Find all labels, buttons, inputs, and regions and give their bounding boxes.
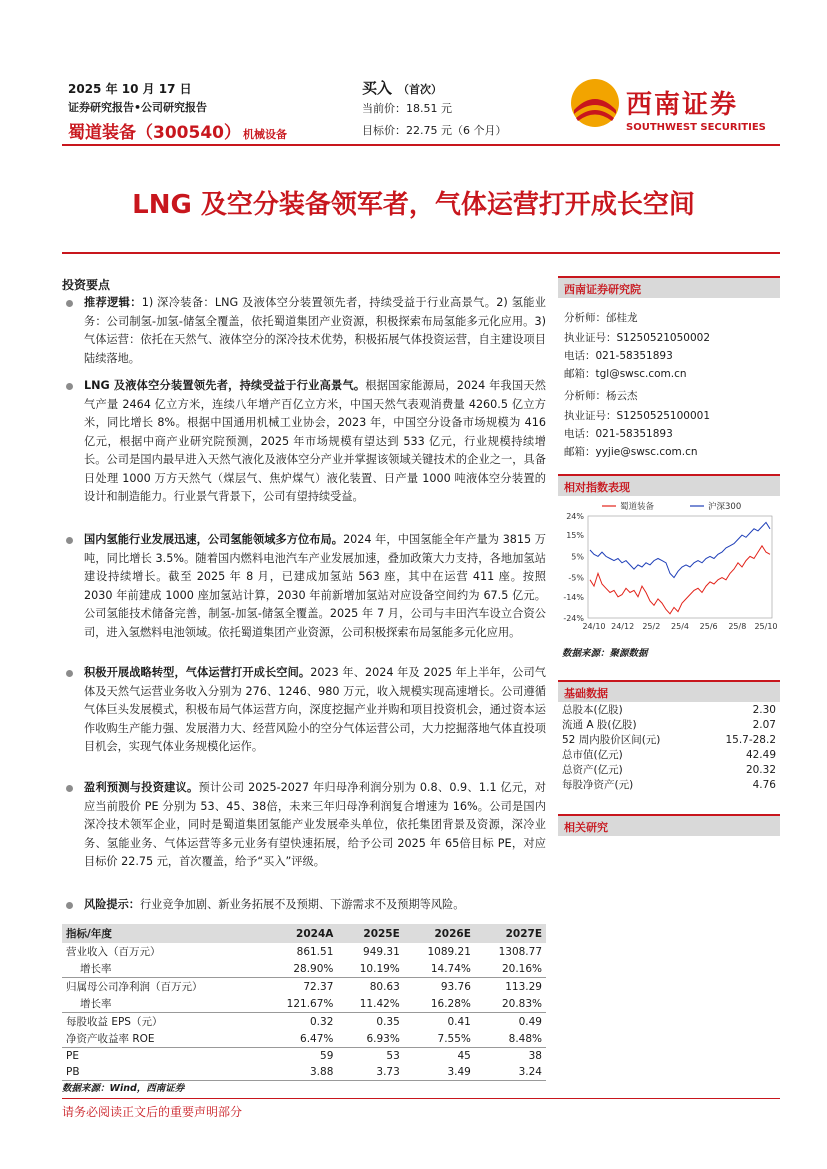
table-row	[562, 702, 776, 717]
table-row	[562, 732, 776, 747]
table-cell: 3.24	[475, 1064, 546, 1081]
table-cell: PE	[66, 1050, 79, 1062]
table-cell: 增长率	[62, 995, 262, 1013]
analyst-email[interactable]: 邮箱：yyjie@swsc.com.cn	[564, 446, 698, 458]
table-cell: 营业收入（百万元）	[66, 946, 161, 958]
table-source: 数据来源：Wind，西南证券	[62, 1083, 185, 1094]
point-lead: 盈利预测与投资建议。	[84, 781, 199, 794]
institute-header	[558, 276, 780, 298]
industry-label: 机械设备	[242, 128, 287, 141]
table-cell: 0.35	[376, 1015, 400, 1028]
table-cell: 0.41	[447, 1015, 471, 1028]
point-risk	[84, 896, 546, 915]
table-header-row	[62, 924, 546, 943]
table-row	[562, 762, 776, 777]
table-row	[62, 995, 546, 1013]
point-body: 行业竞争加剧、新业务拓展不及预期、下游需求不及预期等风险。	[139, 898, 465, 911]
table-cell: 6.47%	[262, 1030, 338, 1048]
point-lead: 国内氢能行业发展迅速，公司氢能领域多方位布局。	[84, 533, 344, 546]
table-cell: 20.16%	[475, 960, 546, 978]
basic-data-table	[562, 702, 776, 792]
table-cell: 总市值(亿元)	[562, 749, 623, 761]
table-cell: 38	[528, 1050, 542, 1062]
bullet-icon	[66, 537, 73, 544]
point-body: 2023 年、2024 年及 2025 年上半年，公司气体及天然气运营业务收入分别为 276、1246、980 万元，收入规模实现高速增长。公司遵循气体巨头发展模式，积极布局气体运营方向，深度挖掘产业并购和项目投资机会，通过资本运作收购生产能力强、发展潜力大、经营风险小的空分气体运营公司，大力挖掘落地气体直投项目机会，实现气体业务规模化运作。	[84, 666, 546, 753]
table-cell: 0.49	[518, 1015, 542, 1028]
table-cell: 52 周内股价区间(元)	[562, 734, 661, 746]
series-line-stock	[590, 546, 770, 614]
table-row	[62, 978, 546, 996]
point-body: 1) 深冷装备：LNG 及液体空分装置领先者，持续受益于行业高景气。2) 氢能业务：公司制氢-加氢-储氢全覆盖，依托蜀道集团产业资源，积极探索布局氢能多元化应用。3) 气体运营：依托在天然气、液体空分的深冷技术优势，积极拓展气体投资运营，自主建设项目陆续落地。	[84, 296, 546, 365]
table-cell: 6.93%	[337, 1030, 403, 1048]
point-lead: LNG 及液体空分装置领先者，持续受益于行业高景气。	[84, 379, 366, 392]
point-lead: 风险提示：	[84, 898, 140, 911]
point-body: 2024 年，中国氢能全年产量为 3815 万吨，同比增长 3.5%。随着国内燃料电池汽车产业发展加速，叠加政策大力支持，各地加氢站建设持续增长。截至 2025 年 8 月，已建成加氢站 563 座，其中在运营 411 座。按照 2030 年前建成 1000 座加氢站计算，2030 年前新增加氢站对应设备空间约为 67.5 亿元。公司氢能技术储备完善，制氢-加氢-储氢全覆盖。2025 年 7 月，公司与丰田汽车设立合资公司，进入氢燃料电池领域。依托蜀道集团产业资源，公司积极探索布局氢能多元化应用。	[84, 533, 546, 639]
series-line-index	[590, 522, 770, 577]
chart-source: 数据来源：聚源数据	[562, 648, 648, 659]
x-tick-label: 24/10	[582, 622, 606, 631]
table-cell: 2.07	[752, 718, 776, 731]
logo-icon	[570, 78, 620, 128]
table-cell: 14.74%	[404, 960, 475, 978]
basic-data-header	[558, 680, 780, 702]
table-cell: 总资产(亿元)	[562, 764, 623, 776]
table-cell: 流通 A 股(亿股)	[562, 719, 637, 731]
x-tick-label: 25/6	[699, 622, 718, 631]
table-cell: 3.49	[404, 1064, 475, 1081]
analyst-license: 执业证号：S1250521050002	[564, 332, 711, 344]
x-tick-label: 25/10	[754, 622, 778, 631]
table-cell: 15.7-28.2	[725, 733, 776, 746]
header-divider	[62, 144, 780, 146]
table-row	[62, 960, 546, 978]
relative-index-chart	[558, 496, 780, 642]
table-cell: 每股收益 EPS（元）	[66, 1016, 163, 1028]
table-cell: 949.31	[363, 945, 400, 958]
legend-label: 蜀道装备	[620, 502, 655, 512]
table-cell: 28.90%	[262, 960, 338, 978]
table-cell: 45	[457, 1050, 471, 1062]
table-cell: 80.63	[369, 980, 400, 993]
table-cell: 3.73	[337, 1064, 403, 1081]
bullet-icon	[66, 383, 73, 390]
table-cell: 2.30	[752, 703, 776, 716]
point-lng	[84, 377, 546, 507]
table-cell: 归属母公司净利润（百万元）	[66, 981, 203, 993]
table-row	[62, 1064, 546, 1081]
table-cell: 1308.77	[498, 945, 542, 958]
stock-name	[68, 118, 287, 143]
table-cell: 1089.21	[427, 945, 471, 958]
table-header-cell: 2026E	[404, 924, 475, 943]
analyst-phone: 电话：021-58351893	[564, 350, 673, 362]
table-cell: 20.83%	[475, 995, 546, 1013]
bullet-icon	[66, 300, 73, 307]
table-cell: 每股净资产(元)	[562, 779, 634, 791]
table-row	[562, 777, 776, 792]
table-cell: 93.76	[440, 980, 471, 993]
analyst-license: 执业证号：S1250525100001	[564, 410, 711, 422]
logo-text-en: SOUTHWEST SECURITIES	[626, 122, 766, 133]
table-cell: 53	[386, 1050, 400, 1062]
relative-index-title: 相对指数表现	[564, 481, 630, 494]
footer-disclaimer: 请务必阅读正文后的重要声明部分	[62, 1105, 243, 1119]
x-tick-label: 25/4	[671, 622, 689, 631]
table-cell: 10.19%	[337, 960, 403, 978]
table-header-cell: 指标/年度	[62, 924, 262, 943]
institute-title: 西南证券研究院	[564, 283, 641, 296]
section-heading: 投资要点	[62, 278, 111, 292]
point-lead: 推荐逻辑：	[84, 296, 142, 309]
y-tick-label: -14%	[563, 592, 584, 602]
point-logic	[84, 294, 546, 368]
table-header-cell: 2027E	[475, 924, 546, 943]
footer-divider	[62, 1098, 780, 1099]
point-forecast	[84, 779, 546, 872]
y-tick-label: 15%	[566, 531, 584, 541]
related-research-header	[558, 814, 780, 836]
x-tick-label: 25/2	[642, 622, 661, 631]
table-cell: 20.32	[745, 763, 776, 776]
logo-text: 西南证券	[626, 90, 739, 120]
table-cell: 16.28%	[404, 995, 475, 1013]
relative-index-header	[558, 474, 780, 496]
stock-code: 蜀道装备（300540）	[68, 123, 241, 143]
y-tick-label: -24%	[563, 614, 584, 623]
table-cell: 113.29	[505, 980, 542, 993]
rating	[362, 77, 442, 98]
y-tick-label: 5%	[571, 552, 584, 562]
title-divider	[62, 252, 780, 254]
analyst-name: 分析师：杨云杰	[564, 390, 638, 402]
table-cell: 0.32	[310, 1015, 334, 1028]
analyst-name: 分析师：邰桂龙	[564, 312, 638, 324]
table-row	[562, 717, 776, 732]
table-row	[62, 1030, 546, 1048]
table-row	[62, 1013, 546, 1031]
report-date: 2025 年 10 月 17 日	[68, 82, 192, 96]
table-cell: 总股本(亿股)	[562, 704, 623, 716]
legend-label: 沪深300	[708, 502, 742, 512]
analyst-email[interactable]: 邮箱：tgl@swsc.com.cn	[564, 368, 687, 380]
bullet-icon	[66, 902, 73, 909]
bullet-icon	[66, 670, 73, 677]
point-body: 根据国家能源局，2024 年我国天然气产量 2464 亿立方米，连续八年增产百亿立方米，中国天然气表观消费量 4260.5 亿立方米，同比增长 8%。根据中国通用机械工业协会，2023 年，中国空分设备市场规模为 416 亿元，根据中商产业研究院预测，2025 年市场规模有望达到 533 亿元，行业规模持续增长。公司是国内最早进入天然气液化及液体空分产业并掌握该领域关键技术的企业之一，具备日处理 1000 万方天然气（煤层气、焦炉煤气）液化装置、日产量 1000 吨液体空分装置的设计和制造能力。行业景气背景下，公司有望持续受益。	[84, 379, 546, 503]
plot-frame	[588, 516, 772, 618]
y-tick-label: 24%	[566, 512, 584, 521]
table-cell: 3.88	[262, 1064, 338, 1081]
point-body: 预计公司 2025-2027 年归母净利润分别为 0.8、0.9、1.1 亿元，对应当前股价 PE 分别为 53、45、38倍，未来三年归母净利润复合增速为 16%。公司是国内深冷技术领军企业，同时是蜀道集团氢能产业发展牵头单位，依托集团背景及资源，深冷业务、氢能业务、气体运营等多元业务有望快速拓展，给予公司 2025 年 65倍目标 PE，对应目标价 22.75 元，首次覆盖，给予“买入”评级。	[84, 781, 546, 868]
point-hydrogen	[84, 531, 546, 642]
table-cell: 净资产收益率 ROE	[62, 1030, 262, 1048]
table-cell: 4.76	[752, 778, 776, 791]
table-cell: 11.42%	[337, 995, 403, 1013]
related-research-title: 相关研究	[564, 821, 608, 834]
rating-note: （首次）	[398, 83, 443, 96]
x-tick-label: 25/8	[728, 622, 747, 631]
basic-data-title: 基础数据	[564, 687, 608, 700]
table-cell: 861.51	[296, 945, 334, 958]
table-cell: 59	[320, 1050, 334, 1062]
y-tick-label: -5%	[568, 573, 584, 583]
page-title: LNG 及空分装备领军者，气体运营打开成长空间	[132, 190, 695, 220]
bullet-icon	[66, 785, 73, 792]
table-cell: 8.48%	[475, 1030, 546, 1048]
table-header-cell: 2024A	[262, 924, 338, 943]
analyst-phone: 电话：021-58351893	[564, 428, 673, 440]
table-header-cell: 2025E	[337, 924, 403, 943]
table-cell: 72.37	[303, 980, 334, 993]
table-cell: 121.67%	[262, 995, 338, 1013]
table-cell: PB	[62, 1064, 262, 1081]
report-type: 证券研究报告•公司研究报告	[68, 101, 208, 114]
target-price: 目标价：22.75 元（6 个月）	[362, 124, 507, 137]
table-row	[562, 747, 776, 762]
table-cell: 7.55%	[404, 1030, 475, 1048]
rating-value: 买入	[362, 79, 393, 97]
table-cell: 42.49	[745, 748, 776, 761]
current-price: 当前价：18.51 元	[362, 102, 452, 115]
table-cell: 增长率	[62, 960, 262, 978]
point-gas-ops	[84, 664, 546, 757]
x-tick-label: 24/12	[611, 622, 635, 631]
point-lead: 积极开展战略转型，气体运营打开成长空间。	[84, 666, 311, 679]
table-row	[62, 1048, 546, 1065]
financial-table	[62, 924, 546, 1081]
table-row	[62, 943, 546, 960]
